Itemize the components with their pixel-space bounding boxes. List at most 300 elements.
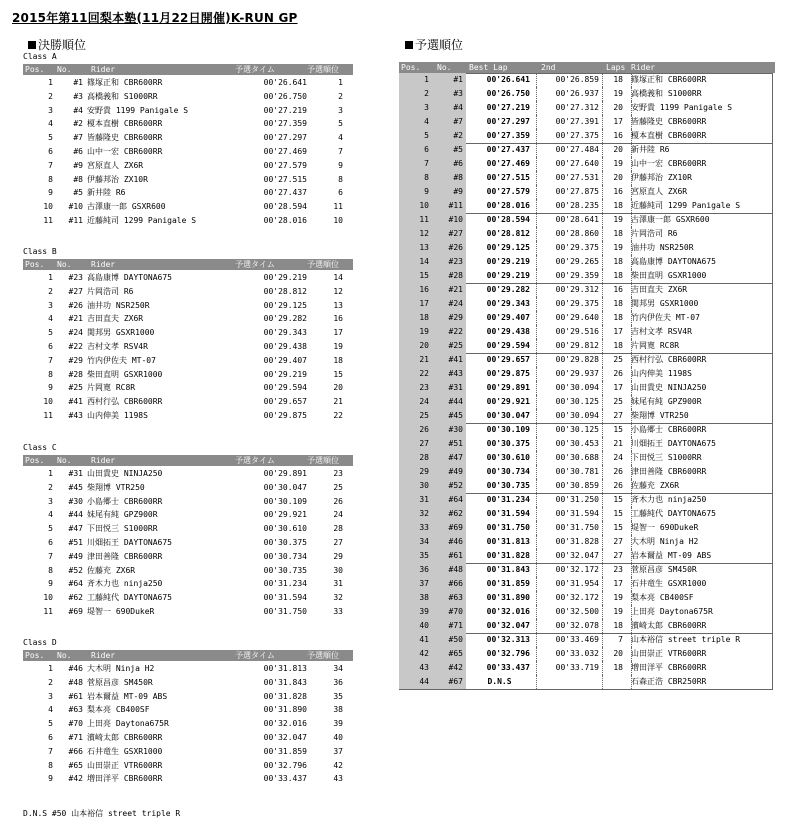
cell-qual: 17 <box>333 328 343 338</box>
cell-rider: 山中一宏 CBR600RR <box>87 147 163 156</box>
cell-qual: 18 <box>333 355 343 365</box>
cell-no: #48 <box>432 563 466 577</box>
cell-no: #8 <box>73 174 83 184</box>
cell-rider: 西村行弘 CBR600RR <box>631 355 707 364</box>
qualifying-row <box>399 367 775 381</box>
final-row <box>23 76 353 90</box>
column-divider <box>602 157 603 171</box>
header-qual: 予選順位 <box>307 65 339 74</box>
cell-laps: 27 <box>613 411 623 420</box>
cell-pos: 35 <box>399 549 432 563</box>
cell-laps: 20 <box>613 103 623 112</box>
cell-laps: 17 <box>613 383 623 392</box>
qualifying-row <box>399 577 775 591</box>
cell-no: #41 <box>68 397 83 407</box>
cell-pos: 6 <box>48 538 53 547</box>
cell-qual: 19 <box>333 342 343 351</box>
cell-2nd: 00'31.828 <box>555 537 599 546</box>
header-no: No. <box>57 65 72 74</box>
cell-no: #26 <box>432 241 466 255</box>
cell-rider: 川畑拓王 DAYTONA675 <box>631 439 716 448</box>
cell-laps: 21 <box>613 439 623 448</box>
cell-pos: 21 <box>399 353 432 367</box>
cell-qual: 38 <box>333 705 343 715</box>
cell-laps: 18 <box>613 75 623 84</box>
cell-2nd: 00'32.047 <box>555 551 599 560</box>
cell-no: #71 <box>68 733 83 742</box>
cell-pos: 18 <box>399 311 432 325</box>
final-row <box>23 354 353 368</box>
cell-time: 00'27.469 <box>263 147 307 156</box>
cell-no: #24 <box>68 328 83 338</box>
header-rider: Rider <box>91 65 116 74</box>
cell-no: #8 <box>432 171 466 185</box>
cell-no: #22 <box>432 325 466 339</box>
cell-2nd: 00'27.484 <box>555 145 599 154</box>
column-divider <box>536 549 537 563</box>
cell-time: 00'29.407 <box>263 355 307 365</box>
final-row <box>23 117 353 131</box>
cell-best-lap: 00'31.750 <box>486 523 530 532</box>
cell-pos: 25 <box>399 409 432 423</box>
cell-no: #51 <box>68 538 83 547</box>
column-divider <box>602 591 603 605</box>
column-divider <box>631 185 632 199</box>
column-divider <box>536 633 537 647</box>
cell-no: #65 <box>68 760 83 770</box>
column-divider <box>631 633 632 647</box>
cell-laps: 19 <box>613 607 623 616</box>
column-divider <box>536 577 537 591</box>
qualifying-row <box>399 423 775 437</box>
header-qual: 予選順位 <box>307 260 339 269</box>
cell-pos: 1 <box>48 664 53 673</box>
cell-2nd: 00'31.954 <box>555 579 599 588</box>
column-divider <box>631 283 632 297</box>
cell-2nd: 00'29.640 <box>555 313 599 322</box>
cell-no: #31 <box>68 469 83 478</box>
cell-laps: 18 <box>613 299 623 308</box>
column-divider <box>536 535 537 549</box>
cell-2nd: 00'33.032 <box>555 649 599 658</box>
cell-pos: 1 <box>48 273 53 282</box>
cell-no: #65 <box>432 647 466 661</box>
cell-pos: 16 <box>399 283 432 297</box>
cell-pos: 23 <box>399 381 432 395</box>
cell-qual: 25 <box>333 482 343 492</box>
cell-laps: 15 <box>613 523 623 532</box>
cell-pos: 1 <box>48 78 53 87</box>
cell-qual: 6 <box>338 188 343 198</box>
cell-laps: 27 <box>613 551 623 560</box>
cell-qual: 39 <box>333 719 343 729</box>
cell-rider: 増田洋平 CBR600RR <box>631 663 707 672</box>
cell-pos: 32 <box>399 507 432 521</box>
cell-pos: 7 <box>48 355 53 365</box>
cell-rider: 妹尾有純 GPZ900R <box>631 397 702 406</box>
square-bullet-icon <box>28 41 36 49</box>
cell-rider: 宮原直人 ZX6R <box>87 160 144 170</box>
cell-2nd: 00'27.531 <box>555 173 599 182</box>
cell-2nd: 00'29.265 <box>555 257 599 266</box>
cell-no: #11 <box>432 199 466 213</box>
cell-qual: 42 <box>333 760 343 770</box>
cell-best-lap: 00'26.641 <box>486 75 530 84</box>
cell-time: 00'29.343 <box>263 328 307 338</box>
cell-time: 00'31.750 <box>263 607 307 616</box>
qualifying-results-heading: 予選順位 <box>405 36 463 53</box>
column-divider <box>602 227 603 241</box>
cell-no: #23 <box>432 255 466 269</box>
final-row <box>23 200 353 214</box>
qualifying-row <box>399 381 775 395</box>
column-divider <box>536 367 537 381</box>
cell-time: 00'29.125 <box>263 300 307 310</box>
cell-no: #42 <box>68 774 83 784</box>
cell-laps: 15 <box>613 425 623 434</box>
cell-time: 00'30.109 <box>263 496 307 506</box>
cell-best-lap: 00'33.437 <box>486 663 530 672</box>
cell-rider: 川畑拓王 DAYTONA675 <box>87 538 172 547</box>
cell-qual: 29 <box>333 551 343 561</box>
cell-laps: 7 <box>618 635 623 644</box>
final-row <box>23 271 353 285</box>
column-divider <box>602 381 603 395</box>
cell-rider: 山田崇正 VTR600RR <box>631 649 707 658</box>
final-row <box>23 605 353 619</box>
cell-rider: 上田亮 Daytona675R <box>87 719 169 729</box>
column-divider <box>602 325 603 339</box>
cell-pos: 1 <box>48 469 53 478</box>
column-divider <box>631 227 632 241</box>
column-divider <box>602 115 603 129</box>
final-row <box>23 690 353 704</box>
cell-no: #44 <box>68 510 83 520</box>
cell-pos: 38 <box>399 591 432 605</box>
final-row <box>23 159 353 173</box>
cell-rider: 石森正浩 CBR250RR <box>631 677 707 686</box>
qualifying-row <box>399 129 775 143</box>
cell-rider: 工藤純代 DAYTONA675 <box>87 593 172 603</box>
cell-time: 00'30.375 <box>263 538 307 547</box>
qualifying-row <box>399 605 775 619</box>
cell-pos: 9 <box>399 185 432 199</box>
column-divider <box>536 521 537 535</box>
cell-qual: 21 <box>333 397 343 407</box>
cell-no: #45 <box>68 482 83 492</box>
cell-rider: 古澤康一郎 GSXR600 <box>631 215 710 224</box>
column-divider <box>536 283 537 297</box>
column-divider <box>602 507 603 521</box>
cell-rider: 西村行弘 CBR600RR <box>87 397 163 407</box>
cell-best-lap: 00'27.515 <box>486 173 530 182</box>
final-row <box>23 772 353 786</box>
cell-rider: 柴翔博 VTR250 <box>87 482 145 492</box>
column-divider <box>536 143 537 157</box>
column-divider <box>631 563 632 577</box>
cell-2nd: 00'27.391 <box>555 117 599 126</box>
column-divider <box>631 675 632 689</box>
cell-laps: 19 <box>613 89 623 98</box>
cell-2nd: 00'32.078 <box>555 621 599 630</box>
column-divider <box>602 647 603 661</box>
column-divider <box>602 633 603 647</box>
column-divider <box>631 619 632 633</box>
cell-best-lap: 00'31.843 <box>486 565 530 574</box>
cell-rider: 工藤純代 DAYTONA675 <box>631 509 716 518</box>
cell-time: 00'29.594 <box>263 383 307 393</box>
header-best-lap: Best Lap <box>469 63 508 72</box>
cell-laps: 20 <box>613 649 623 658</box>
qualifying-row <box>399 675 775 689</box>
cell-no: #61 <box>68 691 83 701</box>
cell-no: #61 <box>432 549 466 563</box>
cell-pos: 9 <box>48 774 53 784</box>
cell-best-lap: 00'31.234 <box>486 495 530 504</box>
column-divider <box>536 101 537 115</box>
cell-2nd: 00'27.640 <box>555 159 599 168</box>
column-divider <box>631 605 632 619</box>
column-divider <box>602 605 603 619</box>
column-divider <box>536 619 537 633</box>
cell-best-lap: 00'31.859 <box>486 579 530 588</box>
cell-no: #44 <box>432 395 466 409</box>
cell-qual: 9 <box>338 160 343 170</box>
cell-pos: 9 <box>48 383 53 393</box>
cell-best-lap: 00'30.109 <box>486 425 530 434</box>
cell-no: #2 <box>432 129 466 143</box>
cell-no: #27 <box>68 286 83 296</box>
cell-no: #26 <box>68 300 83 310</box>
cell-pos: 10 <box>43 593 53 603</box>
column-divider <box>631 269 632 283</box>
cell-laps: 19 <box>613 215 623 224</box>
class-label: Class B <box>23 247 57 256</box>
cell-pos: 44 <box>399 675 432 689</box>
cell-pos: 27 <box>399 437 432 451</box>
column-divider <box>536 339 537 353</box>
column-divider <box>631 493 632 507</box>
cell-2nd: 00'27.312 <box>555 103 599 112</box>
cell-qual: 23 <box>333 469 343 478</box>
cell-pos: 31 <box>399 493 432 507</box>
column-divider <box>602 409 603 423</box>
final-row <box>23 368 353 382</box>
column-divider <box>536 381 537 395</box>
cell-time: 00'31.234 <box>263 579 307 589</box>
cell-rider: 高橋義和 S1000RR <box>87 91 158 101</box>
cell-rider: 山内伸美 1198S <box>631 369 692 378</box>
cell-no: #9 <box>432 185 466 199</box>
cell-rider: 山中一宏 CBR600RR <box>631 159 707 168</box>
cell-no: #23 <box>68 273 83 282</box>
cell-no: #21 <box>68 314 83 324</box>
cell-time: 00'31.828 <box>263 691 307 701</box>
class-label: Class D <box>23 638 57 647</box>
column-divider <box>602 675 603 689</box>
column-divider <box>602 521 603 535</box>
cell-laps: 27 <box>613 537 623 546</box>
cell-best-lap: 00'30.734 <box>486 467 530 476</box>
cell-laps: 26 <box>613 467 623 476</box>
cell-pos: 3 <box>48 105 53 115</box>
qualifying-table <box>399 62 775 691</box>
qualifying-row <box>399 227 775 241</box>
final-row <box>23 312 353 326</box>
cell-time: 00'29.282 <box>263 314 307 324</box>
qualifying-row <box>399 171 775 185</box>
qualifying-row <box>399 521 775 535</box>
cell-pos: 3 <box>48 496 53 506</box>
cell-laps: 19 <box>613 159 623 168</box>
cell-rider: 石井竜生 GSXR1000 <box>87 746 163 756</box>
cell-no: #62 <box>68 593 83 603</box>
cell-rider: 佐藤充 ZX6R <box>87 565 136 575</box>
cell-no: #42 <box>432 661 466 675</box>
cell-pos: 6 <box>48 733 53 742</box>
column-divider <box>602 311 603 325</box>
cell-laps: 18 <box>613 201 623 210</box>
cell-time: 00'30.047 <box>263 482 307 492</box>
qualifying-row <box>399 297 775 311</box>
column-divider <box>631 101 632 115</box>
cell-best-lap: 00'29.407 <box>486 313 530 322</box>
cell-no: #45 <box>432 409 466 423</box>
cell-no: #46 <box>432 535 466 549</box>
cell-laps: 18 <box>613 229 623 238</box>
cell-qual: 35 <box>333 691 343 701</box>
cell-no: #69 <box>68 607 83 616</box>
cell-qual: 31 <box>333 579 343 589</box>
qualifying-row <box>399 395 775 409</box>
qualifying-row <box>399 437 775 451</box>
cell-laps: 17 <box>613 117 623 126</box>
cell-best-lap: D.N.S <box>487 677 512 686</box>
final-row <box>23 550 353 564</box>
cell-no: #47 <box>432 451 466 465</box>
cell-pos: 19 <box>399 325 432 339</box>
cell-rider: 岩本爾益 MT-09 ABS <box>87 691 168 701</box>
qualifying-row <box>399 101 775 115</box>
final-row <box>23 131 353 145</box>
cell-pos: 9 <box>48 188 53 198</box>
cell-no: #70 <box>68 719 83 729</box>
column-divider <box>631 465 632 479</box>
cell-no: #22 <box>68 342 83 351</box>
column-divider <box>602 213 603 227</box>
final-header <box>23 455 353 466</box>
cell-2nd: 00'28.641 <box>555 215 599 224</box>
cell-rider: 皆藤隆史 CBR600RR <box>631 117 707 126</box>
cell-no: #41 <box>432 353 466 367</box>
cell-no: #7 <box>432 115 466 129</box>
column-divider <box>631 591 632 605</box>
cell-pos: 15 <box>399 269 432 283</box>
cell-time: 00'31.859 <box>263 746 307 756</box>
column-divider <box>602 549 603 563</box>
column-divider <box>631 255 632 269</box>
cell-no: #4 <box>432 101 466 115</box>
column-divider <box>631 451 632 465</box>
cell-no: #6 <box>432 157 466 171</box>
cell-laps: 20 <box>613 145 623 154</box>
qualifying-row <box>399 255 775 269</box>
qualifying-row <box>399 591 775 605</box>
header-pos: Pos. <box>25 456 45 465</box>
cell-pos: 5 <box>48 524 53 534</box>
column-divider <box>602 241 603 255</box>
column-divider <box>602 353 603 367</box>
cell-best-lap: 00'30.610 <box>486 453 530 462</box>
header-no: No. <box>57 456 72 465</box>
cell-rider: 吉田直夫 ZX6R <box>87 314 144 324</box>
cell-time: 00'27.437 <box>263 188 307 198</box>
cell-rider: 上田亮 Daytona675R <box>631 607 713 616</box>
cell-time: 00'32.047 <box>263 733 307 742</box>
qualifying-row <box>399 535 775 549</box>
cell-pos: 11 <box>43 411 53 420</box>
qualifying-row <box>399 451 775 465</box>
cell-rider: 斉木力也 ninja250 <box>87 579 163 589</box>
cell-no: #5 <box>73 188 83 198</box>
qualifying-header <box>399 62 775 73</box>
cell-best-lap: 00'29.125 <box>486 243 530 252</box>
qualifying-row <box>399 661 775 675</box>
cell-no: #43 <box>68 411 83 420</box>
cell-no: #25 <box>432 339 466 353</box>
cell-rider: 濱崎太郎 CBR600RR <box>87 733 163 742</box>
cell-2nd: 00'32.500 <box>555 607 599 616</box>
cell-pos: 4 <box>48 119 53 129</box>
cell-laps: 24 <box>613 453 623 462</box>
cell-time: 00'27.579 <box>263 160 307 170</box>
column-divider <box>536 423 537 437</box>
cell-no: #66 <box>68 746 83 756</box>
cell-pos: 24 <box>399 395 432 409</box>
cell-no: #49 <box>68 551 83 561</box>
final-row <box>23 409 353 423</box>
cell-no: #28 <box>68 369 83 379</box>
cell-laps: 18 <box>613 341 623 350</box>
final-row <box>23 536 353 550</box>
qualifying-row <box>399 465 775 479</box>
cell-no: #30 <box>432 423 466 437</box>
cell-2nd: 00'32.172 <box>555 565 599 574</box>
cell-pos: 39 <box>399 605 432 619</box>
column-divider <box>602 199 603 213</box>
column-divider <box>631 367 632 381</box>
cell-no: #1 <box>432 73 466 87</box>
cell-pos: 9 <box>48 579 53 589</box>
cell-2nd: 00'31.750 <box>555 523 599 532</box>
cell-laps: 15 <box>613 509 623 518</box>
header-time: 予選タイム <box>235 260 275 269</box>
cell-best-lap: 00'28.016 <box>486 201 530 210</box>
cell-pos: 2 <box>48 482 53 492</box>
column-divider <box>536 479 537 493</box>
column-divider <box>536 171 537 185</box>
cell-best-lap: 00'27.469 <box>486 159 530 168</box>
header-qual: 予選順位 <box>307 651 339 660</box>
cell-qual: 30 <box>333 565 343 575</box>
cell-qual: 7 <box>338 147 343 156</box>
cell-2nd: 00'26.937 <box>555 89 599 98</box>
cell-pos: 3 <box>48 691 53 701</box>
cell-2nd: 00'29.937 <box>555 369 599 378</box>
cell-best-lap: 00'31.594 <box>486 509 530 518</box>
qualifying-row <box>399 283 775 297</box>
qualifying-row <box>399 507 775 521</box>
